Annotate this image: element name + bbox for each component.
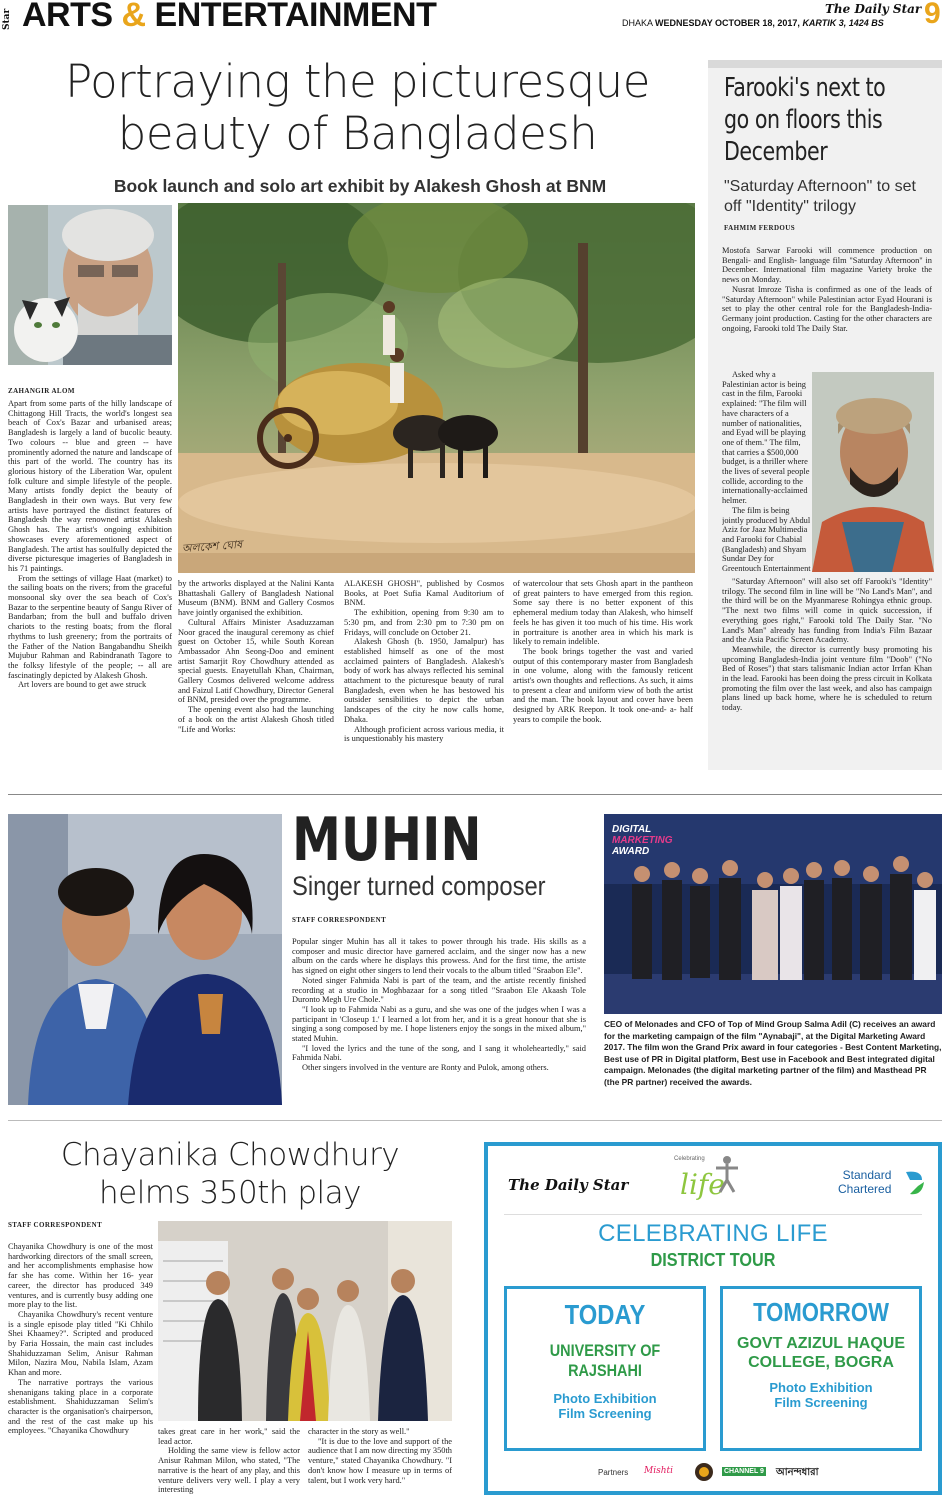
story2-p4a: The film is being jointly produced by Abdul Aziz for Jaaz Multimedia and Farooki for Chabial (Bangladesh) and Shyam Sundar Dey for Greentouch Entertainment (722, 505, 811, 574)
star-mark: Star (2, 8, 12, 30)
sponsor-name (838, 1168, 891, 1196)
ad-divider (504, 1214, 922, 1215)
life-logo (674, 1154, 744, 1212)
today-box (504, 1286, 706, 1451)
partner-emblem-icon (694, 1462, 714, 1482)
story1-col3-p2: The exhibition, opening from 9:30 am to 5:30 pm, and from 2:30 pm to 7:30 pm on Fridays, will conclude on October 21. (344, 608, 504, 637)
story1-col3-p1: ALAKESH GHOSH", published by Cosmos Books, at Poet Sufia Kamal Auditorium of BNM. (344, 579, 504, 608)
painting-photo (178, 203, 695, 573)
life-logo-small: Celebrating (674, 1156, 705, 1162)
sponsor-line1: Standard (842, 1168, 892, 1182)
story1-byline: ZAHANGIR ALOM (8, 387, 75, 395)
muhin-photo-svg (8, 814, 282, 1105)
life-logo-word: life (680, 1168, 725, 1201)
award-caption: CEO of Melonades and CFO of Top of Mind Group Salma Adil (C) receives an award for the marketing campaign of the film "Aynabaji", at the Digital Marketing Award 2017. The film won the Grand Prix award in four categories - Best Content Marketing, Best use of PR in Digital platform, Best use in Facebook and Best integrated digital campaign. Melonades (the digital marketing partner of the film) and Masthead PR (the PR partner) received the awards. (604, 1019, 942, 1087)
story2-byline: FAHMIM FERDOUS (724, 224, 795, 232)
story3-p2: Noted singer Fahmida Nabi is part of the team, and the artiste recently finished recording at a studio in Moghbazaar for a song titled "Sraabon Ele Akaash Tole Duronto Megh Ure Chole." (292, 975, 586, 1005)
standard-chartered-logo-icon (902, 1168, 928, 1198)
story3-byline: STAFF CORRESPONDENT (292, 916, 387, 924)
ad-masthead: The Daily Star (508, 1176, 629, 1194)
artist-portrait-svg (8, 205, 172, 365)
tomorrow-event2: Film Screening (774, 1395, 868, 1410)
story2-body-bottom (722, 577, 932, 767)
story1-headline: Portraying the picturesque beauty of Bangladesh (65, 55, 650, 160)
story4-c3-p2: "It is due to the love and support of the audience that I am now directing my 350th venture," stated Chayanika Chowdhury. "I don't know how I measure up in terms of talent, but I work very hard." (308, 1436, 452, 1485)
story3-headline: MUHIN (292, 805, 482, 875)
partner-channel9: CHANNEL 9 (724, 1468, 764, 1475)
story1-col3-p3: Alakesh Ghosh (b. 1950, Jamalpur) has established himself as one of the most acclaimed painters of Bangladesh. Alakesh's body of work has always reflected his seminal attachment to the picturesque beauty of rural Bangladesh, even when he has bestowed his outsider sensibilities to depict the urban landscapes of the city he now calls home, Dhaka. (344, 637, 504, 724)
backdrop-line2: MARKETING (612, 835, 673, 846)
story2-headline: Farooki's next to go on floors this December (724, 73, 886, 167)
farooki-photo (812, 372, 934, 572)
story4-c2-p1: takes great care in her work," said the lead actor. (158, 1427, 300, 1446)
award-backdrop-text (612, 824, 673, 857)
story4-p2: Chayanika Chowdhury's recent venture is a single episode play titled "Ki Chhilo Shei Khaamey?". Scripted and produced by Faria Hossain, the main cast includes Shahiduzzaman Selim, Anisur Rahman Milon, Nazira Mou, Nabila Islam, Azam Khan and more. (8, 1309, 153, 1378)
story4-c3-p1: character in the story as well." (308, 1427, 410, 1436)
partners-label: Partners (598, 1468, 629, 1477)
farooki-top-rule (708, 60, 942, 68)
story4-col1 (8, 1242, 153, 1496)
today-label: TODAY (564, 1299, 646, 1330)
tomorrow-venue: GOVT AZIZUL HAQUE COLLEGE, BOGRA (737, 1335, 905, 1371)
tomorrow-box (720, 1286, 922, 1451)
farooki-portrait-svg (812, 372, 934, 572)
partners-strip (598, 1462, 838, 1486)
story2-body-top (722, 246, 932, 369)
story4-col3 (308, 1427, 452, 1497)
story1-col1 (8, 399, 172, 781)
page-number: 9 (924, 0, 941, 30)
story2-p2: Nusrat Imroze Tisha is confirmed as one of the leads of "Saturday Afternoon" while Palestinian actor Eyad Hourani is set to play the other central role for the Bangladesh-India-Germany joint production. Casting for the other characters are ongoing, Farooki told The Daily Star. (722, 284, 932, 333)
sponsor-line2: Chartered (838, 1182, 892, 1196)
artist-portrait-photo (8, 205, 172, 365)
section-title (22, 0, 436, 35)
story3-subhead: Singer turned composer (292, 871, 546, 901)
story3-p5: Other singers involved in the venture are Ronty and Pulok, among others. (302, 1063, 549, 1073)
backdrop-line1: DIGITAL (612, 824, 652, 835)
story2-body-wrap (722, 370, 812, 575)
today-event1: Photo Exhibition (553, 1391, 657, 1406)
masthead: The Daily Star (825, 2, 922, 16)
story4-p1: Chayanika Chowdhury is one of the most hardworking directors of the small screen, and her accomplishments emphasise how far she has come. Within her 16- year career, the director has produced 349 ventures, and is currently busy adding one more play to the list. (8, 1242, 153, 1310)
today-event2: Film Screening (558, 1406, 652, 1421)
story3-p3: "I look up to Fahmida Nabi as a guru, and she was one of the judges when I was a participant in 'Closeup 1.' I learned a lot from her, and it is a great honour that she is singing a song composed by me. I hope listeners enjoy the songs in the mixed album," stated Muhin. (292, 1004, 586, 1044)
celebrating-life-ad (484, 1142, 942, 1495)
today-venue: UNIVERSITY OF RAJSHAHI (549, 1341, 661, 1380)
story4-c2-p2: Holding the same view is fellow actor Anisur Rahman Milon, who stated, "The narrative is the heart of any play, and this venture delivers very well. I play a very interesting (158, 1446, 300, 1495)
section-entertainment: ENTERTAINMENT (154, 0, 437, 34)
chayanika-photo-svg (158, 1221, 452, 1421)
story1-col2-p3: The opening event also had the launching of a book on the artist Alakesh Ghosh titled "Life and Works: (178, 705, 334, 734)
partner-mishti: Mishti (644, 1466, 674, 1476)
story1-col4-p1: of watercolour that sets Ghosh apart in the pantheon of great painters to have emerged from this region. Some say there is no better exponent of this ephemeral medium today than Alakesh, who himself feels he has given it too much of his time. His work in portraiture is another area in which his mark is likely to remain indelible. (513, 579, 693, 647)
story2-p5: "Saturday Afternoon" will also set off Farooki's "Identity" trilogy. The second film in line will be "No Land's Man", and the third will be on the Myanmarese Rohingya ethnic group. "The next two films will come in quick succession, if everything goes right," Farooki told The Daily Star. "No Land's Man" already has funding from India's Film Bazaar and the Asia Pacific Screen Academy. (722, 577, 932, 645)
divider-lower (8, 1120, 942, 1121)
dateline-city: DHAKA (622, 18, 653, 28)
story2-p6: Meanwhile, the director is currently busy promoting his upcoming Bangladesh-India joint venture film "Doob" ("No Bed of Roses") that stars talismanic Indian actor Irrfan Khan in the lead. Farooki has been doing the press circuit in Kolkata promoting the film over the last week, and also has campaign plans lined up back home, where he is scheduled to return today. (722, 644, 932, 713)
story2-p3: Asked why a Palestinian actor is being cast in the film, Farooki explained: "The film will have characters of a number of nationalities, and Eyad will be playing one of them." The film, that carries a $500,000 budget, is a thriller where the lives of several people collide, according to the internationally-acclaimed helmer. (722, 370, 810, 506)
dateline-date: WEDNESDAY OCTOBER 18, 2017, (655, 18, 800, 28)
backdrop-line3: AWARD (612, 846, 650, 857)
story4-headline: Chayanika Chowdhury helms 350th play (60, 1137, 400, 1211)
story1-col1-p1: Apart from some parts of the hilly landscape of Chittagong Hill Tracts, the world's longest sea beach of Cox's Bazar and urbanised areas; Bangladesh is largely a land of bucolic beauty. Two colours -- blue and green -- have prominently adorned the nature and landscape of this part of the world. The country has its glorious history of the Liberation War, opulent folk culture and simple lifestyle of the people. Many artists fondly depict the beauty of Bangladesh in their own ways. But very few artists have portrayed the distinct features of Bangladesh the way renowned artist Alakesh Ghosh has. The artist's ongoing exhibition showcases every aforementioned aspect of Bangladesh. The artist has soulfully depicted the diverse picturesque imageries of Bangladesh in his 71 paintings. (8, 399, 172, 573)
story3-body (292, 937, 586, 1105)
award-photo (604, 814, 942, 1014)
section-arts: ARTS (22, 0, 113, 34)
story1-col2-p1: by the artworks displayed at the Nalini Kanta Bhattashali Gallery of Bangladesh National Museum (BNM). BNM and Gallery Cosmos have jointly organised the exhibition. (178, 579, 334, 618)
story2-p1: Mostofa Sarwar Farooki will commence production on Bengali- and English- language film "Saturday Afternoon" in December. International film magazine Variety broke the news on Monday. (722, 246, 932, 285)
story2-deck: "Saturday Afternoon" to set off "Identity" trilogy (724, 178, 916, 215)
bullock-cart-painting-svg (178, 203, 695, 573)
story1-col4 (513, 579, 693, 782)
story4-byline: STAFF CORRESPONDENT (8, 1221, 103, 1229)
story4-p3: The narrative portrays the various shenanigans taking place in a corporate establishment. Shahiduzzaman Selim's character is the organisation's chairperson, and the rest of the cast make up his employees. "Chayanika Chowdhury (8, 1377, 153, 1436)
story1-col2-p2: Cultural Affairs Minister Asaduzzaman Noor graced the inaugural ceremony as chief guest on October 15, while South Korean Ambassador Ahn Seong-Doo and eminent artist Samarjit Roy Chowdhury attended as special guests. Enayetullah Khan, Chairman, Gallery Cosmos delivered welcome address and Faizul Latif Chowdhury, Director General of BNM, presided over the programme. (178, 617, 334, 705)
story1-subhead: Book launch and solo art exhibit by Alakesh Ghosh at BNM (113, 176, 607, 196)
story4-col2 (158, 1427, 300, 1497)
story1-col3-p4: Although proficient across various media, it is unquestionably his mastery (344, 724, 504, 744)
dateline-bangla: KARTIK 3, 1424 BS (802, 18, 884, 28)
story1-col2 (178, 579, 334, 782)
ad-subtitle: DISTRICT TOUR (650, 1250, 776, 1270)
story1-col4-p2: The book brings together the vast and varied output of this contemporary master from Bangladesh in one volume, along with the famously reticent artist's own thoughts and reflections. As such, it aims to present a clear and uniform view of both the artist and the man. The book layout and cover have been designed by ARK Reepon. It took one-and- a- half years to compile the book. (513, 646, 693, 724)
tomorrow-label: TOMORROW (753, 1297, 889, 1327)
story1-col1-p3: Art lovers are bound to get awe struck (18, 680, 147, 690)
divider-mid (8, 794, 942, 795)
story3-p4: "I loved the lyrics and the tune of the song, and I sang it wholeheartedly," said Fahmida Nabi. (292, 1043, 586, 1063)
partner-anandadhara: আনন্দধারা (776, 1467, 819, 1478)
story1-col3 (344, 579, 504, 782)
life-logo-figure-icon (712, 1154, 742, 1194)
tomorrow-event1: Photo Exhibition (769, 1380, 873, 1395)
story1-col1-p2: From the settings of village Haat (market) to the sailing boats on the rivers; from the graceful monsoonal sky over the sea beach of Cox's Bazar to the serpentine beauty of Sangu River of Bandarban; from the bull and buffalo driven chariots to the resting boats; from the floral rhythms to lush greenery; from the portraits of the Father of the Nation Bangabandhu Sheikh Mujubur Rahman and Rabindranath Tagore to the folksy lifestyle of the people; -- all are fascinatingly depicted by Alakesh Ghosh. (8, 573, 172, 680)
header-bar (0, 0, 950, 34)
section-ampersand: & (121, 0, 146, 34)
story3-p1: Popular singer Muhin has all it takes to power through his trade. His skills as a composer and music director have garnered acclaim, and the singer now has a new album on the cards where he displays this prowess. And for the first time, the artiste has signed on eight other singers to lend their vocals to the album titled "Sraabon Ele". (292, 937, 586, 976)
painting-signature: অলকেশ ঘোষ (181, 537, 243, 556)
muhin-fahmida-photo (8, 814, 282, 1105)
dateline (622, 18, 884, 28)
chayanika-cast-photo (158, 1221, 452, 1421)
ad-title: CELEBRATING LIFE (598, 1220, 828, 1247)
